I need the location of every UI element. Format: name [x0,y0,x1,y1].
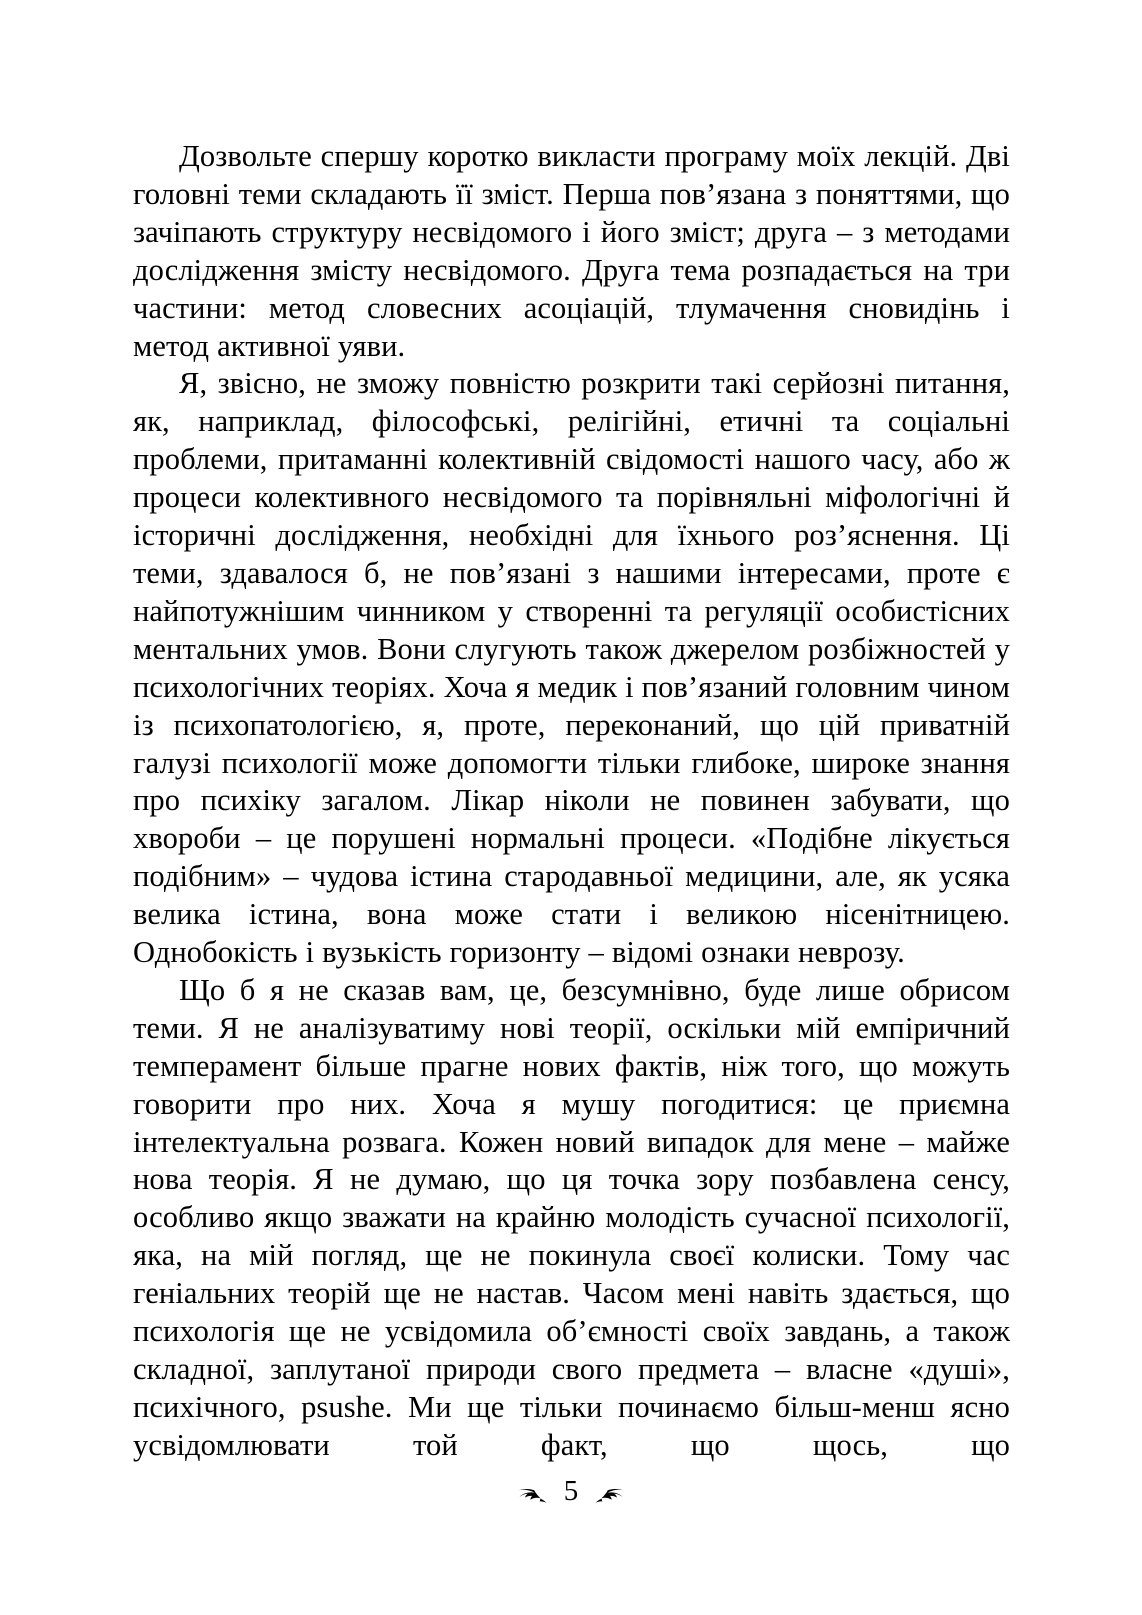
folio [517,1475,626,1507]
page-number: 5 [563,1475,579,1507]
page-footer [0,1475,1142,1520]
paragraph-2: Я, звісно, не зможу повністю розкрити такі серйозні питання, як, наприклад, філософські, релігійні, етичні та соціальні проблеми, притаманні колективній свідомості нашого часу, або ж процеси колективного несвідомого та порівняльні міфологічні й історичні дослідження, необхідні для їхнього роз’яснення. Ці теми, здавалося б, не пов’язані з нашими інтересами, проте є найпотужнішим чинником у створенні та регуляції особистісних ментальних умов. Вони слугують також джерелом розбіжностей у психологічних теоріях. Хоча я медик і пов’язаний головним чином із психопатологією, я, проте, переконаний, що цій приватній галузі психології може допомогти тільки глибоке, широке знання про психіку загалом. Лікар ніколи не повинен забувати, що хвороби – це порушені нормальні процеси. «Подібне лікується подібним» – чудова істина стародавньої медицини, але, як усяка велика істина, вона може стати і великою нісенітницею. Однобокість і вузькість горизонту – відомі ознаки неврозу. [133,366,1010,970]
paragraph-3: Що б я не сказав вам, це, безсумнівно, буде лише обрисом теми. Я не аналізуватиму нові теорії, оскільки мій емпіричний темперамент більше прагне нових фактів, ніж того, що можуть говорити про них. Хоча я мушу погодитися: це приємна інтелектуальна розвага. Кожен новий випадок для мене – майже нова теорія. Я не думаю, що ця точка зору позбавлена сенсу, особливо якщо зважати на крайню молодість сучасної психології, яка, на мій погляд, ще не покинула своєї колиски. Тому час геніальних теорій ще не настав. Часом мені навіть здається, що психологія ще не усвідомила об’ємності своїх завдань, а також складної, заплутаної природи свого предмета – власне «душі», психічного, psushe. Ми ще тільки починаємо більш-менш ясно усвідомлювати той факт, що щось, що [133,972,1010,1462]
page-text-block [133,138,1010,1465]
paragraph-1: Дозвольте спершу коротко викласти програму моїх лекцій. Дві головні теми складають її зміст. Перша пов’язана з поняттями, що зачіпають структуру несвідомого і його зміст; друга – з методами дослідження змісту несвідомого. Друга тема розпадається на три частини: метод словесних асоціацій, тлумачення сновидінь і метод активної уяви. [133,139,1010,363]
leaf-ornament-right-icon [591,1485,625,1505]
leaf-ornament-left-icon [517,1485,551,1505]
